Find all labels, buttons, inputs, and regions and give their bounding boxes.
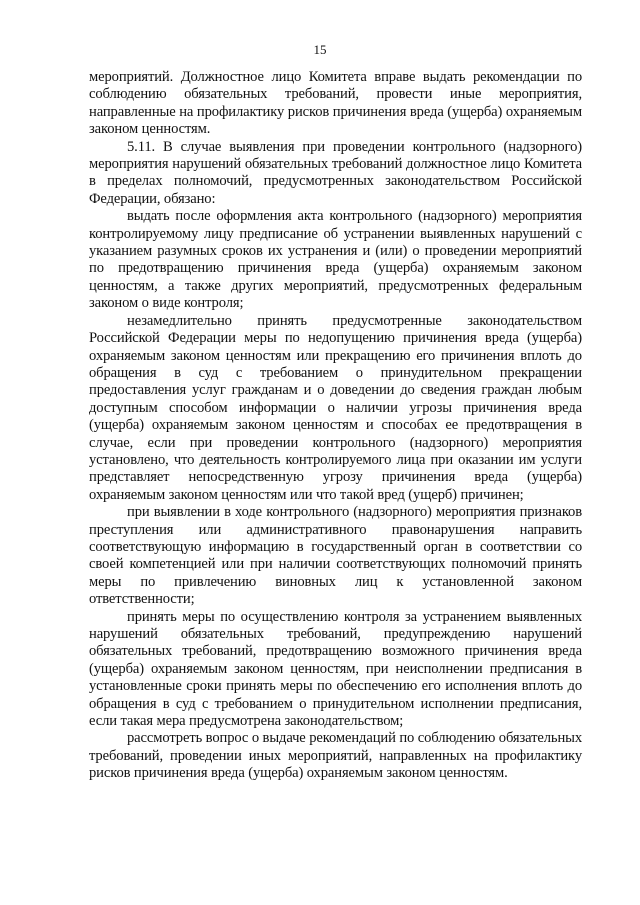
paragraph-clause-5-11: 5.11. В случае выявления при проведении контрольного (надзорного) мероприятия нарушений обязательных требований должностное лицо Комитета в пределах полномочий, предусмотренных законодательством Российской Федерации, обязано: bbox=[89, 138, 582, 207]
paragraph-continuation: мероприятий. Должностное лицо Комитета вправе выдать рекомендации по соблюдению обязательных требований, провести иные мероприятия, направленные на профилактику рисков причинения вреда (ущерба) охраняемым законом ценностям. bbox=[89, 69, 582, 138]
paragraph-control-elimination: принять меры по осуществлению контроля за устранением выявленных нарушений обязательных требований, предупреждению нарушений обязательных требований, предотвращению возможного причинения вреда (ущерба) охраняемым законом ценностям, при неисполнении предписания в установленные сроки принять меры по обеспечению его исполнения вплоть до обращения в суд с требованием о принудительном исполнении предписания, если такая мера предусмотрена законодательством; bbox=[89, 608, 582, 730]
paragraph-immediate-measures: незамедлительно принять предусмотренные законодательством Российской Федерации меры по недопущению причинения вреда (ущерба) охраняемым законом ценностям или прекращению его причинения вплоть до обращения в суд с требованием о принудительном прекращении предоставления услуг гражданам и о доведении до сведения граждан любым доступным способом информации о наличии угрозы причинения вреда (ущерба) охраняемым законом ценностям и способах ее предотвращения в случае, если при проведении контрольного (надзорного) мероприятия установлено, что деятельность контролируемого лица при оказании им услуги представляет непосредственную угрозу причинения вреда (ущерба) охраняемым законом ценностям или что такой вред (ущерб) причинен; bbox=[89, 312, 582, 503]
document-body bbox=[89, 69, 582, 783]
page-number: 15 bbox=[313, 42, 327, 57]
paragraph-recommendations: рассмотреть вопрос о выдаче рекомендаций по соблюдению обязательных требований, проведении иных мероприятий, направленных на профилактику рисков причинения вреда (ущерба) охраняемым законом ценностям. bbox=[89, 730, 582, 782]
paragraph-report-offense: при выявлении в ходе контрольного (надзорного) мероприятия признаков преступления или административного правонарушения направить соответствующую информацию в государственный орган в соответствии со своей компетенцией или при наличии соответствующих полномочий принять меры по привлечению виновных лиц к установленной законом ответственности; bbox=[89, 504, 582, 608]
paragraph-issue-order: выдать после оформления акта контрольного (надзорного) мероприятия контролируемому лицу предписание об устранении выявленных нарушений с указанием разумных сроков их устранения и (или) о проведении мероприятий по предотвращению причинения вреда (ущерба) охраняемым законом ценностям, а также других мероприятий, предусмотренных федеральным законом о виде контроля; bbox=[89, 208, 582, 312]
